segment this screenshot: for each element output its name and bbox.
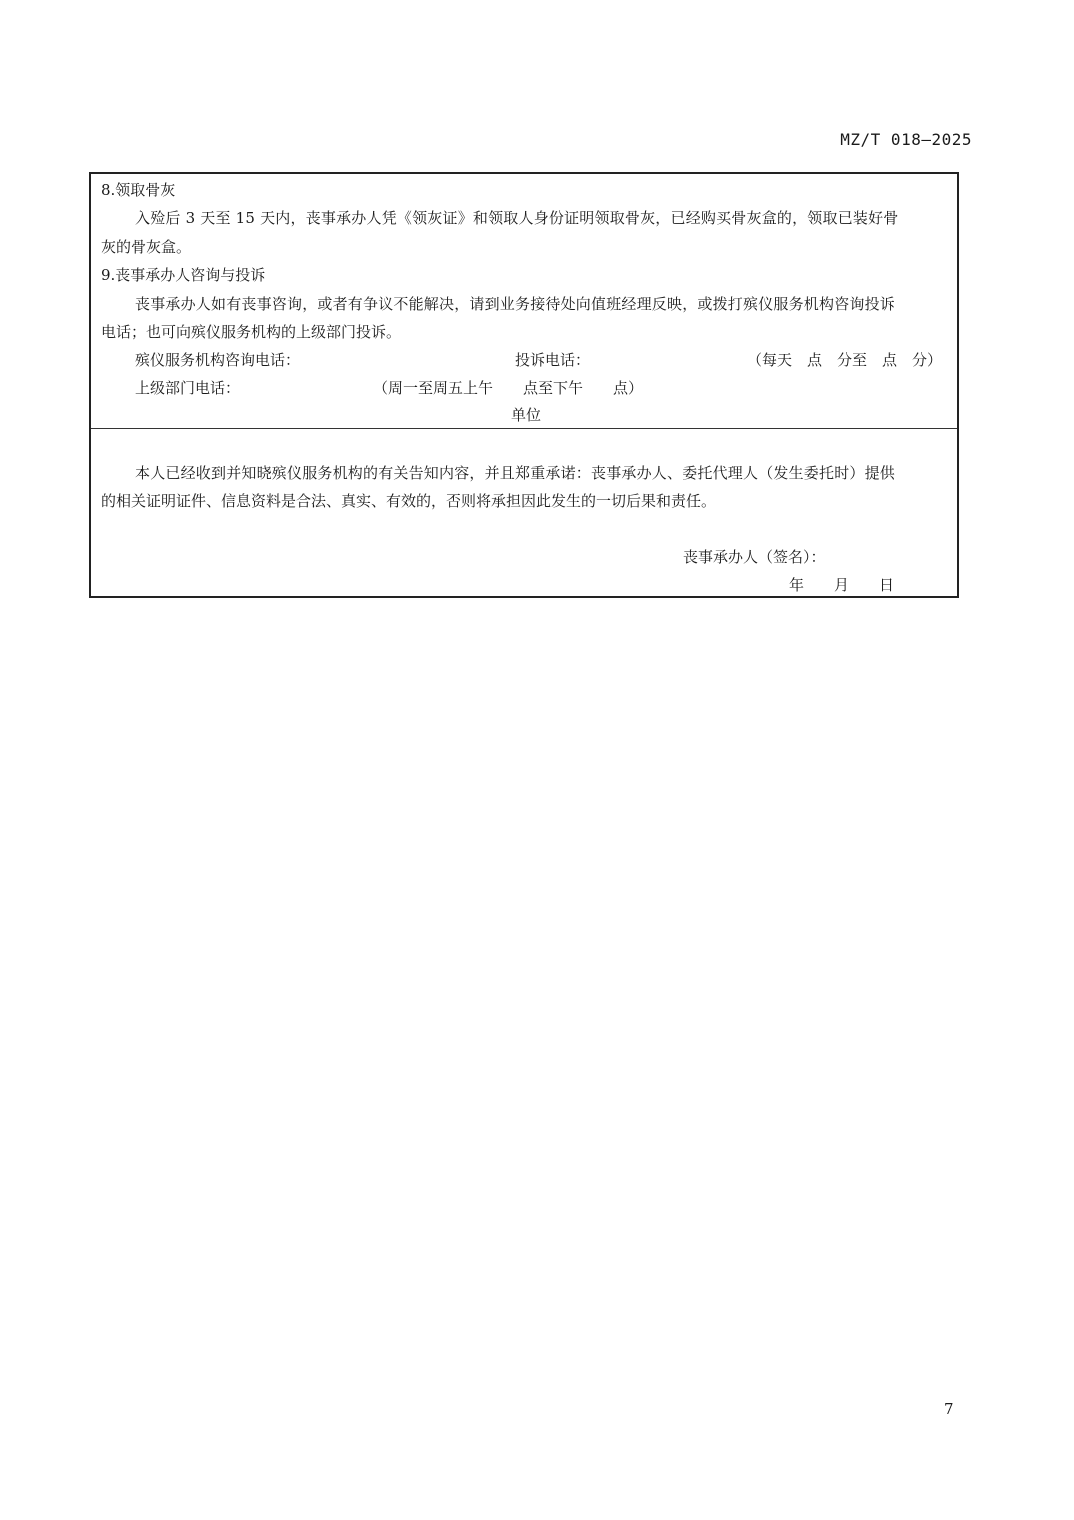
item8-text-line2: 灰的骨灰盒。 [101,238,192,256]
notice-form [89,172,959,598]
date-line: 年 月 日 [789,576,895,594]
item9-heading: 9.丧事承办人咨询与投诉 [101,266,266,284]
superior-phone-label: 上级部门电话： [135,379,241,397]
service-hours: （每天 点 分至 点 分） [747,351,943,369]
declaration-line2: 的相关证明证件、信息资料是合法、真实、有效的，否则将承担因此发生的一切后果和责任。 [101,492,717,510]
complaint-phone-label: 投诉电话： [515,351,591,369]
item9-text-line1: 丧事承办人如有丧事咨询，或者有争议不能解决，请到业务接待处向值班经理反映，或拨打殡仪服务机构咨询投诉 [135,295,896,313]
superior-hours: （周一至周五上午 点至下午 点） [373,379,644,397]
item9-text-line2: 电话；也可向殡仪服务机构的上级部门投诉。 [101,323,402,341]
standard-code: MZ/T 018—2025 [840,130,972,149]
unit-label: 单位 [511,406,542,424]
consult-phone-label: 殡仪服务机构咨询电话： [135,351,301,369]
item8-text-line1: 入殓后 3 天至 15 天内，丧事承办人凭《领灰证》和领取人身份证明领取骨灰，已经购买骨灰盒的，领取已装好骨 [135,209,899,227]
signature-label: 丧事承办人（签名）： [683,548,826,566]
item8-heading: 8.领取骨灰 [101,181,176,199]
section-divider [91,428,957,429]
page-number: 7 [944,1400,954,1418]
declaration-line1: 本人已经收到并知晓殡仪服务机构的有关告知内容，并且郑重承诺：丧事承办人、委托代理人（发生委托时）提供 [135,464,896,482]
